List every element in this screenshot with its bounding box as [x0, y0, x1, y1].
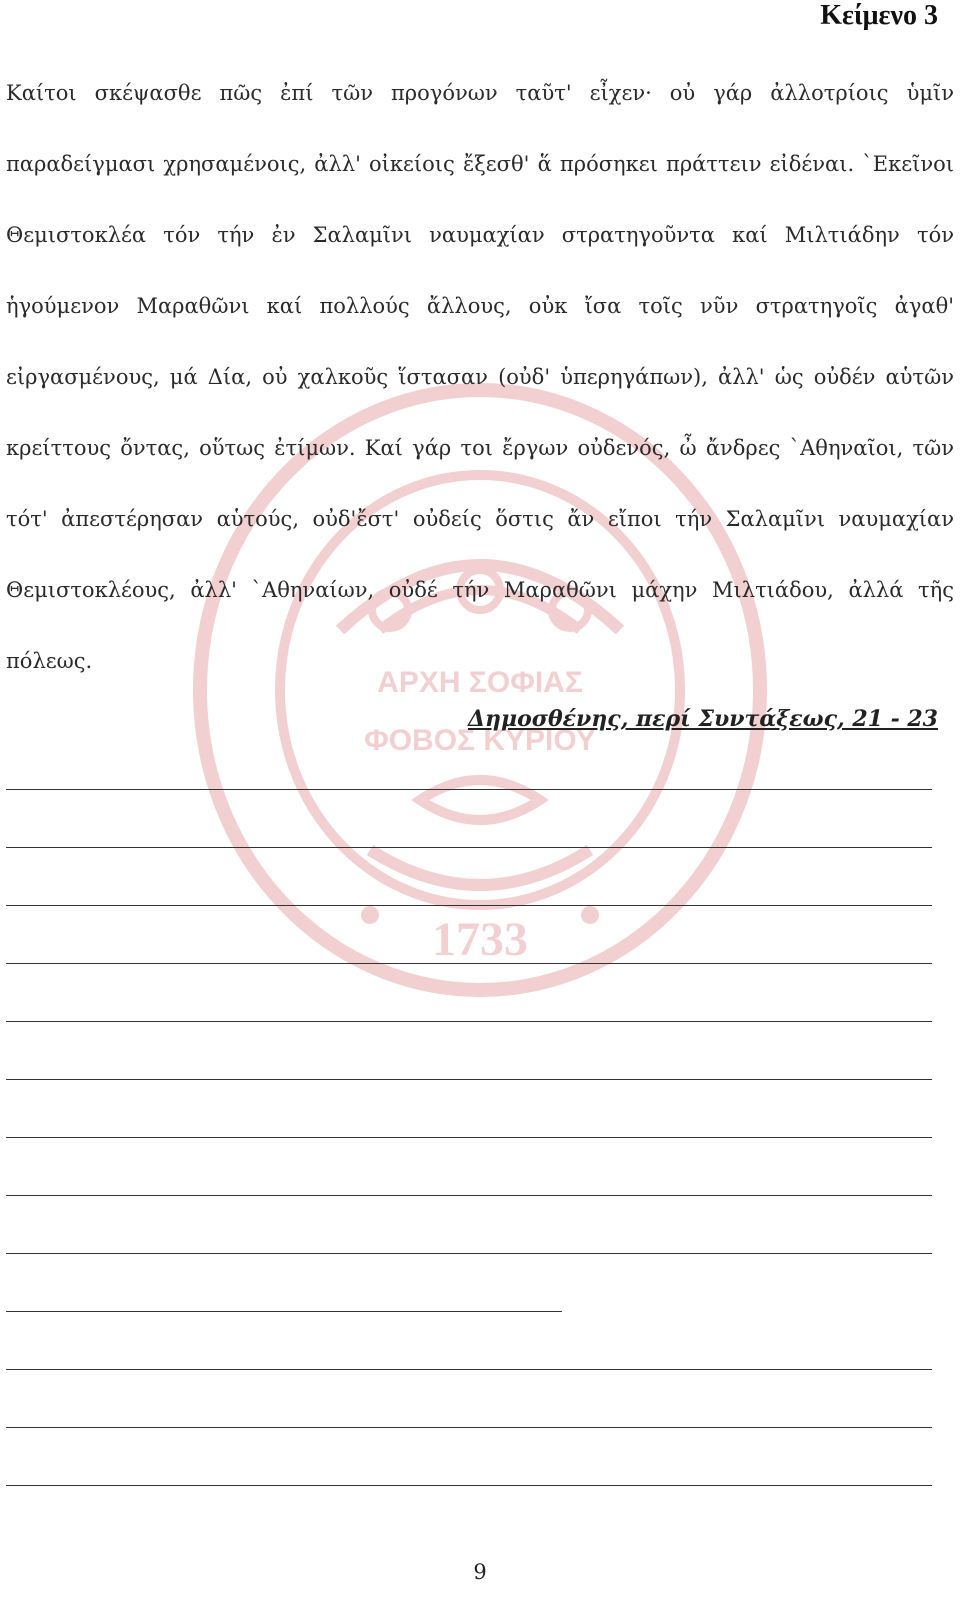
answer-line[interactable] [6, 1137, 932, 1138]
answer-line[interactable] [6, 1427, 932, 1428]
text-heading: Κείμενο 3 [820, 0, 938, 31]
seal-top-motto: ΑΡΧΗ ΣΟΦΙΑΣ [377, 666, 583, 699]
answer-line[interactable] [6, 1485, 932, 1486]
answer-line[interactable] [6, 1195, 932, 1196]
seal-bottom-motto: ΦΟΒΟΣ ΚΥΡΙΟΥ [364, 724, 596, 757]
answer-line[interactable] [6, 905, 932, 906]
answer-line[interactable] [6, 1253, 932, 1254]
answer-line[interactable] [6, 1369, 932, 1370]
seal-year: 1733 [432, 913, 528, 966]
source-citation: Δημοσθένης, περί Συντάξεως, 21 - 23 [467, 706, 938, 732]
answer-line[interactable] [6, 789, 932, 790]
answer-line[interactable] [6, 1311, 562, 1312]
answer-line[interactable] [6, 963, 932, 964]
answer-line[interactable] [6, 847, 932, 848]
answer-line[interactable] [6, 1021, 932, 1022]
answer-line[interactable] [6, 1079, 932, 1080]
page-number: 9 [473, 1560, 487, 1584]
greek-passage: Καίτοι σκέψασθε πῶς ἐπί τῶν προγόνων ταῦτ' εἶχεν· οὐ γάρ ἀλλοτρίοις ὑμῖν παραδείγμασι χρησαμένοις, ἀλλ' οἰκείοις ἔξεσθ' ἅ πρόσηκει πράττειν εἰδέναι. `Εκεῖνοι Θεμιστοκλέα τόν τήν ἐν Σαλαμῖνι ναυμαχίαν στρατηγοῦντα καί Μιλτιάδην τόν ἡγούμενον Μαραθῶνι καί πολλούς ἄλλους, οὐκ ἴσα τοῖς νῦν στρατηγοῖς ἀγαθ' εἰργασμένους, μά Δία, οὐ χαλκοῦς ἵστασαν (οὐδ' ὑπερηγάπων), ἀλλ' ὡς οὐδέν αὑτῶν κρείττους ὄντας, οὕτως ἐτίμων. Καί γάρ τοι ἔργων οὐδενός, ὦ ἄνδρες `Αθηναῖοι, τῶν τότ' ἀπεστέρησαν αὑτούς, οὐδ'ἔστ' οὐδείς ὅστις ἄν εἴποι τήν Σαλαμῖνι ναυμαχίαν Θεμιστοκλέους, ἀλλ' `Αθηναίων, οὐδέ τήν Μαραθῶνι μάχην Μιλτιάδου, ἀλλά τῆς πόλεως. [6, 81, 954, 673]
